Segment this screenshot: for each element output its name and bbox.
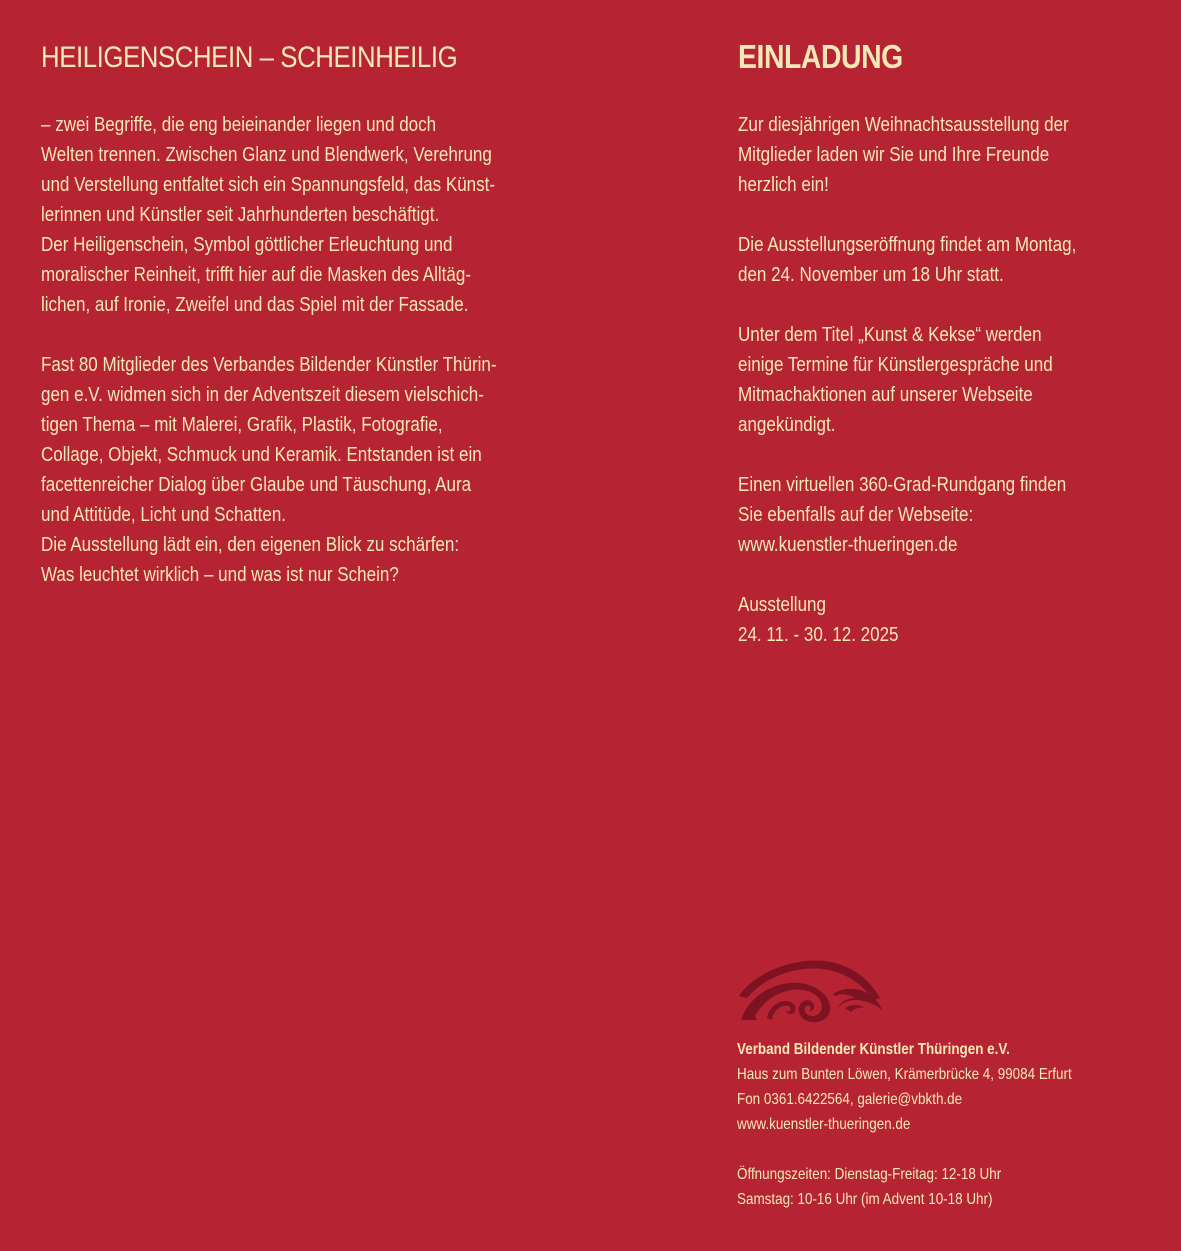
text-line: einige Termine für Künstlergespräche und (738, 353, 1053, 376)
eye-spiral-logo-icon (737, 958, 882, 1024)
text-line: Zur diesjährigen Weihnachtsausstellung der (738, 113, 1069, 136)
text-line: Der Heiligenschein, Symbol göttlicher Erleuchtung und (41, 233, 453, 256)
text-line: moralischer Reinheit, trifft hier auf die Masken des Alltäg- (41, 263, 471, 286)
opening-hours-saturday: Samstag: 10-16 Uhr (im Advent 10-18 Uhr) (737, 1191, 993, 1208)
text-line: und Attitüde, Licht und Schatten. (41, 503, 287, 526)
text-line: Einen virtuellen 360-Grad-Rundgang finden (738, 473, 1067, 496)
text-line: facettenreicher Dialog über Glaube und Täuschung, Aura (41, 473, 472, 496)
organization-name: Verband Bildender Künstler Thüringen e.V. (737, 1041, 1010, 1058)
invitation-text (738, 110, 1076, 650)
text-line: Welten trennen. Zwischen Glanz und Blendwerk, Verehrung (41, 143, 492, 166)
contact-info: Fon 0361.6422564, galerie@vbkth.de (737, 1091, 963, 1108)
invitation-title: EINLADUNG (738, 38, 903, 75)
footer-contact (737, 1037, 1072, 1212)
text-line: Die Ausstellung lädt ein, den eigenen Blick zu schärfen: (41, 533, 460, 556)
text-line: – zwei Begriffe, die eng beieinander liegen und doch (41, 113, 437, 136)
text-line: Was leuchtet wirklich – und was ist nur Schein? (41, 563, 399, 586)
text-line: Mitmachaktionen auf unserer Webseite (738, 383, 1033, 406)
exhibition-dates: 24. 11. - 30. 12. 2025 (738, 623, 899, 646)
text-line: Unter dem Titel „Kunst & Kekse“ werden (738, 323, 1042, 346)
text-line: Sie ebenfalls auf der Webseite: (738, 503, 974, 526)
footer-website-link[interactable]: www.kuenstler-thueringen.de (737, 1116, 911, 1133)
opening-hours: Öffnungszeiten: Dienstag-Freitag: 12-18 Uhr (737, 1166, 1002, 1183)
text-line: Die Ausstellungseröffnung findet am Montag, (738, 233, 1077, 256)
text-line: angekündigt. (738, 413, 836, 436)
text-line: lerinnen und Künstler seit Jahrhunderten beschäftigt. (41, 203, 440, 226)
text-line: herzlich ein! (738, 173, 829, 196)
text-line: Fast 80 Mitglieder des Verbandes Bildender Künstler Thürin- (41, 353, 497, 376)
text-line: und Verstellung entfaltet sich ein Spannungsfeld, das Künst- (41, 173, 496, 196)
text-line: gen e.V. widmen sich in der Adventszeit diesem vielschich- (41, 383, 484, 406)
intro-text (41, 110, 497, 590)
text-line: tigen Thema – mit Malerei, Grafik, Plastik, Fotografie, (41, 413, 443, 436)
text-line: Collage, Objekt, Schmuck und Keramik. Entstanden ist ein (41, 443, 482, 466)
text-line: Mitglieder laden wir Sie und Ihre Freunde (738, 143, 1050, 166)
exhibition-label: Ausstellung (738, 593, 826, 616)
text-line: lichen, auf Ironie, Zweifel und das Spiel mit der Fassade. (41, 293, 469, 316)
text-line: den 24. November um 18 Uhr statt. (738, 263, 1004, 286)
address: Haus zum Bunten Löwen, Krämerbrücke 4, 99084 Erfurt (737, 1066, 1072, 1083)
page-title: HEILIGENSCHEIN – SCHEINHEILIG (41, 41, 458, 74)
website-link[interactable]: www.kuenstler-thueringen.de (738, 533, 958, 556)
